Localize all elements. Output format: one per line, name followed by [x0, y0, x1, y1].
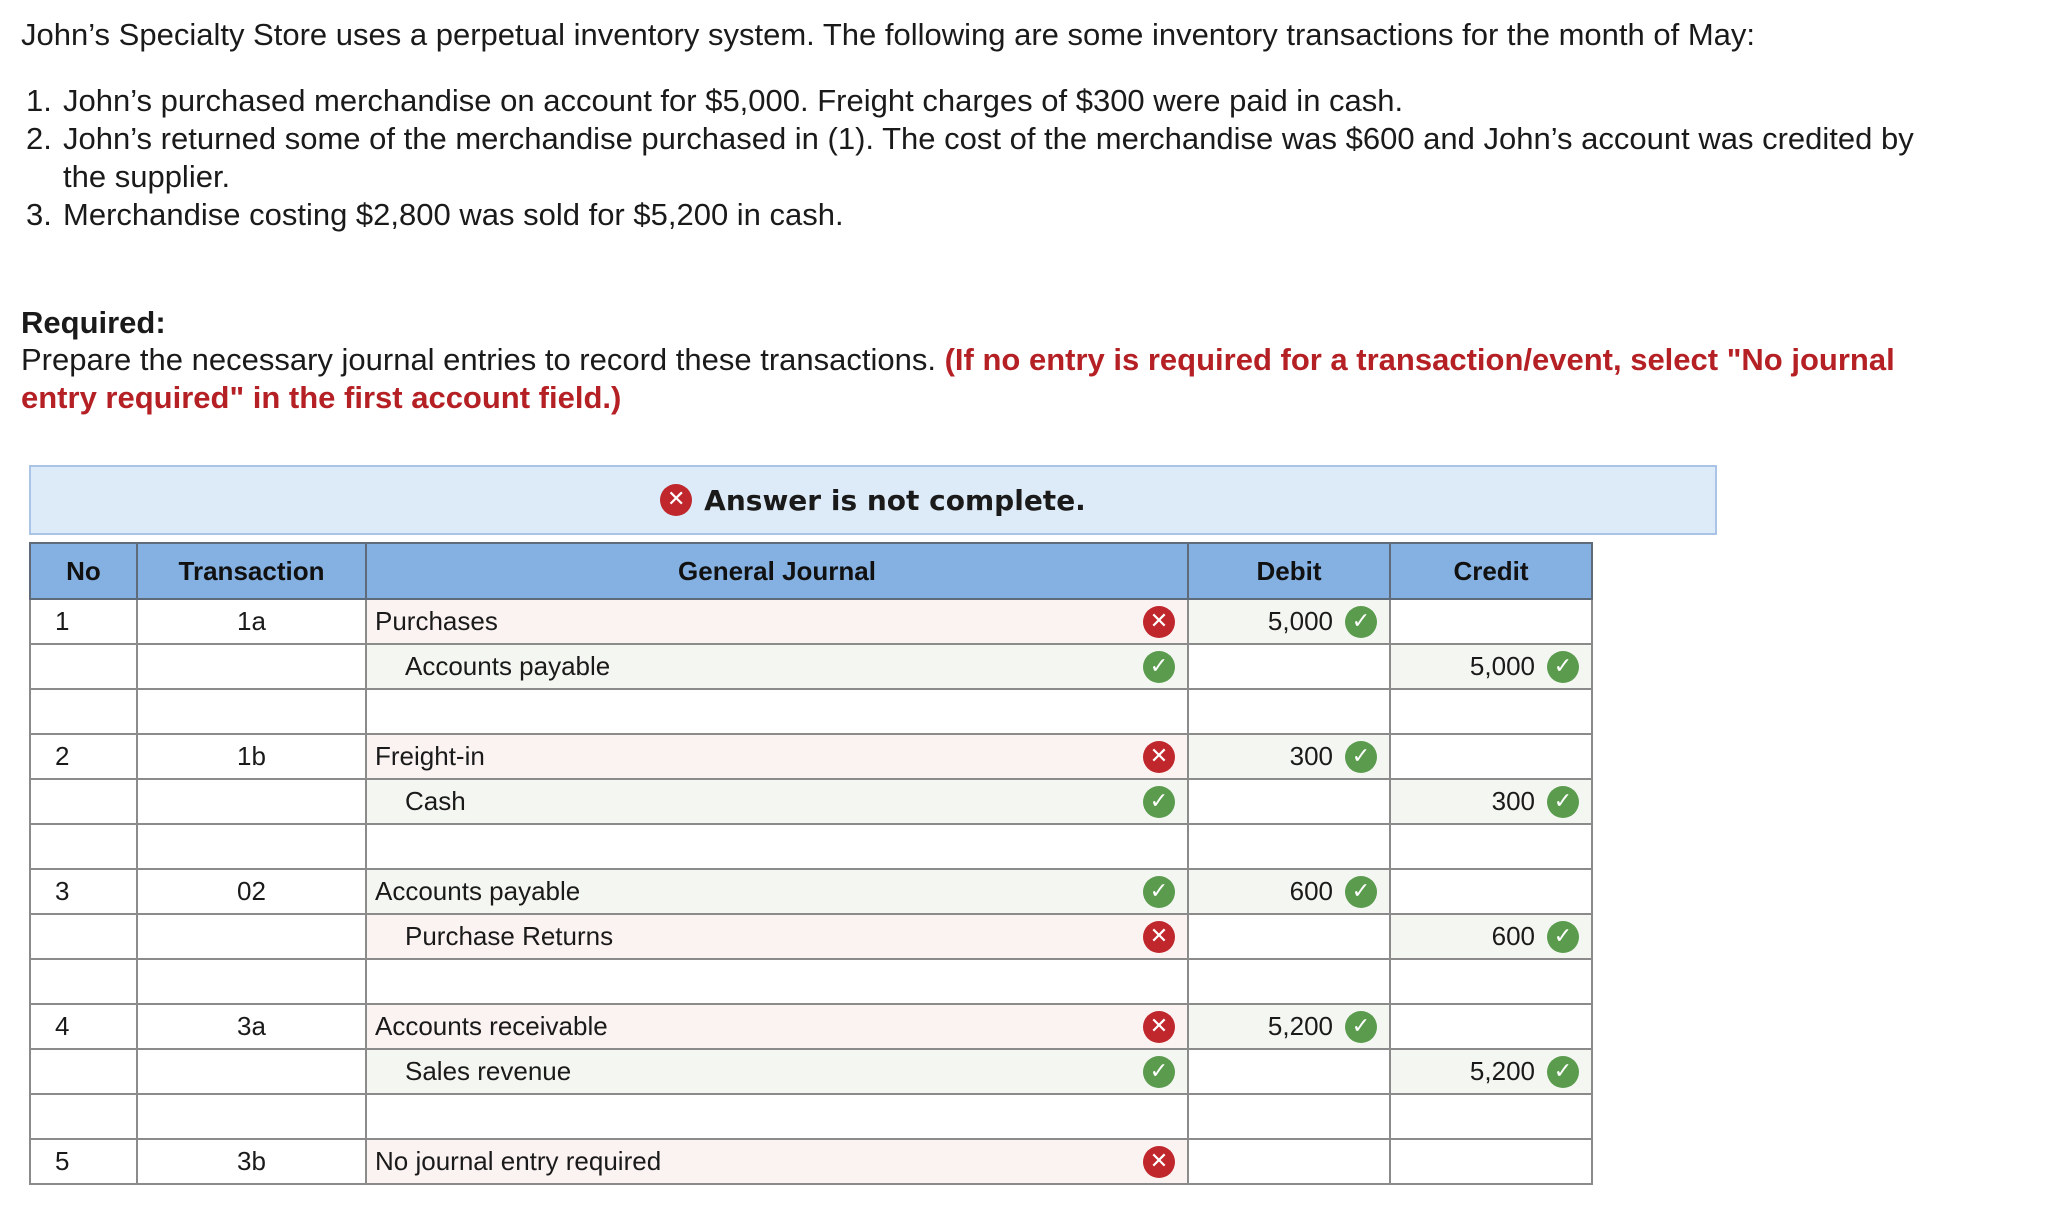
credit-value: 600 — [1491, 921, 1535, 951]
table-row — [30, 869, 1592, 914]
required-instructions — [21, 341, 1941, 417]
correct-check-icon: ✓ — [1345, 1011, 1377, 1043]
account-field[interactable] — [366, 644, 1188, 689]
transaction-cell: 1b — [137, 734, 366, 779]
account-field[interactable] — [366, 959, 1188, 1004]
table-header-row — [30, 543, 1592, 599]
debit-field[interactable] — [1188, 599, 1390, 644]
incorrect-x-icon: ✕ — [1143, 741, 1175, 773]
debit-field[interactable] — [1188, 824, 1390, 869]
correct-check-icon: ✓ — [1345, 741, 1377, 773]
transaction-cell — [137, 644, 366, 689]
correct-check-icon: ✓ — [1345, 876, 1377, 908]
row-number-cell: 2 — [30, 734, 137, 779]
account-field[interactable] — [366, 1004, 1188, 1049]
account-field[interactable] — [366, 1139, 1188, 1184]
account-text: Accounts receivable — [375, 1011, 608, 1041]
list-item: 1. John’s purchased merchandise on account for $5,000. Freight charges of $300 were paid in cash. — [26, 83, 1404, 118]
account-field[interactable] — [366, 869, 1188, 914]
credit-field[interactable] — [1390, 644, 1592, 689]
account-text: Accounts payable — [375, 876, 581, 906]
table-row — [30, 959, 1592, 1004]
credit-field[interactable] — [1390, 914, 1592, 959]
credit-field[interactable] — [1390, 959, 1592, 1004]
correct-check-icon: ✓ — [1547, 651, 1579, 683]
row-number-cell — [30, 914, 137, 959]
correct-check-icon: ✓ — [1143, 1056, 1175, 1088]
account-field[interactable] — [366, 914, 1188, 959]
table-row — [30, 599, 1592, 644]
row-number-cell: 1 — [30, 599, 137, 644]
journal-body — [30, 599, 1592, 1184]
account-text: No journal entry required — [375, 1146, 662, 1176]
row-number-cell: 3 — [30, 869, 137, 914]
transaction-cell: 02 — [137, 869, 366, 914]
row-number-cell — [30, 689, 137, 734]
credit-field[interactable] — [1390, 1004, 1592, 1049]
transaction-cell — [137, 779, 366, 824]
credit-field[interactable] — [1390, 779, 1592, 824]
credit-field[interactable] — [1390, 689, 1592, 734]
correct-check-icon: ✓ — [1547, 786, 1579, 818]
transaction-cell — [137, 689, 366, 734]
debit-value: 5,000 — [1267, 606, 1333, 636]
incorrect-x-icon: ✕ — [1143, 1146, 1175, 1178]
debit-field[interactable] — [1188, 1049, 1390, 1094]
debit-field[interactable] — [1188, 689, 1390, 734]
credit-field[interactable] — [1390, 1139, 1592, 1184]
debit-field[interactable] — [1188, 1094, 1390, 1139]
required-text: Prepare the necessary journal entries to record these transactions. — [21, 342, 936, 377]
debit-value: 600 — [1289, 876, 1333, 906]
correct-check-icon: ✓ — [1547, 1056, 1579, 1088]
credit-value: 300 — [1491, 786, 1535, 816]
debit-field[interactable] — [1188, 1004, 1390, 1049]
column-header-no: No — [30, 543, 137, 599]
account-field[interactable] — [366, 1049, 1188, 1094]
row-number-cell — [30, 779, 137, 824]
table-row — [30, 1094, 1592, 1139]
table-row — [30, 734, 1592, 779]
row-number-cell — [30, 824, 137, 869]
table-row — [30, 824, 1592, 869]
incorrect-x-icon: ✕ — [1143, 1011, 1175, 1043]
table-row — [30, 1139, 1592, 1184]
required-note: (If no entry is required for a transaction/event, select "No journal entry required" in the first account field.) — [21, 342, 1895, 415]
row-number-cell — [30, 1049, 137, 1094]
debit-field[interactable] — [1188, 779, 1390, 824]
credit-field[interactable] — [1390, 734, 1592, 779]
account-field[interactable] — [366, 1094, 1188, 1139]
correct-check-icon: ✓ — [1143, 651, 1175, 683]
table-row — [30, 779, 1592, 824]
transaction-cell — [137, 1049, 366, 1094]
credit-field[interactable] — [1390, 1049, 1592, 1094]
table-row — [30, 644, 1592, 689]
answer-status-banner — [29, 465, 1717, 535]
column-header-general-journal: General Journal — [366, 543, 1188, 599]
required-heading: Required: — [21, 305, 166, 340]
transaction-cell: 3a — [137, 1004, 366, 1049]
transaction-list — [26, 82, 1956, 234]
transaction-cell — [137, 914, 366, 959]
account-field[interactable] — [366, 779, 1188, 824]
transaction-cell: 1a — [137, 599, 366, 644]
column-header-debit: Debit — [1188, 543, 1390, 599]
table-row — [30, 914, 1592, 959]
account-text: Purchase Returns — [405, 921, 614, 951]
account-text: Sales revenue — [405, 1056, 572, 1086]
debit-field[interactable] — [1188, 869, 1390, 914]
account-text: Accounts payable — [405, 651, 611, 681]
debit-field[interactable] — [1188, 734, 1390, 779]
row-number-cell: 4 — [30, 1004, 137, 1049]
credit-field[interactable] — [1390, 599, 1592, 644]
incorrect-x-icon: ✕ — [1143, 606, 1175, 638]
debit-field[interactable] — [1188, 1139, 1390, 1184]
debit-field[interactable] — [1188, 914, 1390, 959]
correct-check-icon: ✓ — [1143, 786, 1175, 818]
table-row — [30, 1004, 1592, 1049]
account-field[interactable] — [366, 599, 1188, 644]
debit-value: 5,200 — [1267, 1011, 1333, 1041]
correct-check-icon: ✓ — [1345, 606, 1377, 638]
problem-intro: John’s Specialty Store uses a perpetual inventory system. The following are some inventory transactions for the month of May: — [21, 17, 1756, 52]
column-header-transaction: Transaction — [137, 543, 366, 599]
correct-check-icon: ✓ — [1547, 921, 1579, 953]
row-number-cell — [30, 959, 137, 1004]
account-field[interactable] — [366, 689, 1188, 734]
debit-field[interactable] — [1188, 644, 1390, 689]
account-field[interactable] — [366, 734, 1188, 779]
row-number-cell — [30, 644, 137, 689]
list-item: 3. Merchandise costing $2,800 was sold for $5,200 in cash. — [26, 197, 844, 232]
transaction-cell — [137, 959, 366, 1004]
x-circle-icon: ✕ — [660, 484, 692, 516]
credit-field[interactable] — [1390, 1094, 1592, 1139]
account-text: Purchases — [375, 606, 498, 636]
debit-value: 300 — [1289, 741, 1333, 771]
row-number-cell: 5 — [30, 1139, 137, 1184]
credit-field[interactable] — [1390, 824, 1592, 869]
credit-field[interactable] — [1390, 869, 1592, 914]
incorrect-x-icon: ✕ — [1143, 921, 1175, 953]
account-text: Freight-in — [375, 741, 485, 771]
account-field[interactable] — [366, 824, 1188, 869]
account-text: Cash — [405, 786, 466, 816]
table-row — [30, 689, 1592, 734]
credit-value: 5,000 — [1469, 651, 1535, 681]
transaction-cell — [137, 824, 366, 869]
list-item: 2. John’s returned some of the merchandise purchased in (1). The cost of the merchandise was $600 and John’s account was credited by the supplier. — [26, 121, 1914, 194]
row-number-cell — [30, 1094, 137, 1139]
correct-check-icon: ✓ — [1143, 876, 1175, 908]
general-journal-table — [29, 542, 1593, 1185]
column-header-credit: Credit — [1390, 543, 1592, 599]
transaction-cell — [137, 1094, 366, 1139]
transaction-cell: 3b — [137, 1139, 366, 1184]
answer-status-text: Answer is not complete. — [704, 483, 1086, 517]
debit-field[interactable] — [1188, 959, 1390, 1004]
table-row — [30, 1049, 1592, 1094]
credit-value: 5,200 — [1469, 1056, 1535, 1086]
